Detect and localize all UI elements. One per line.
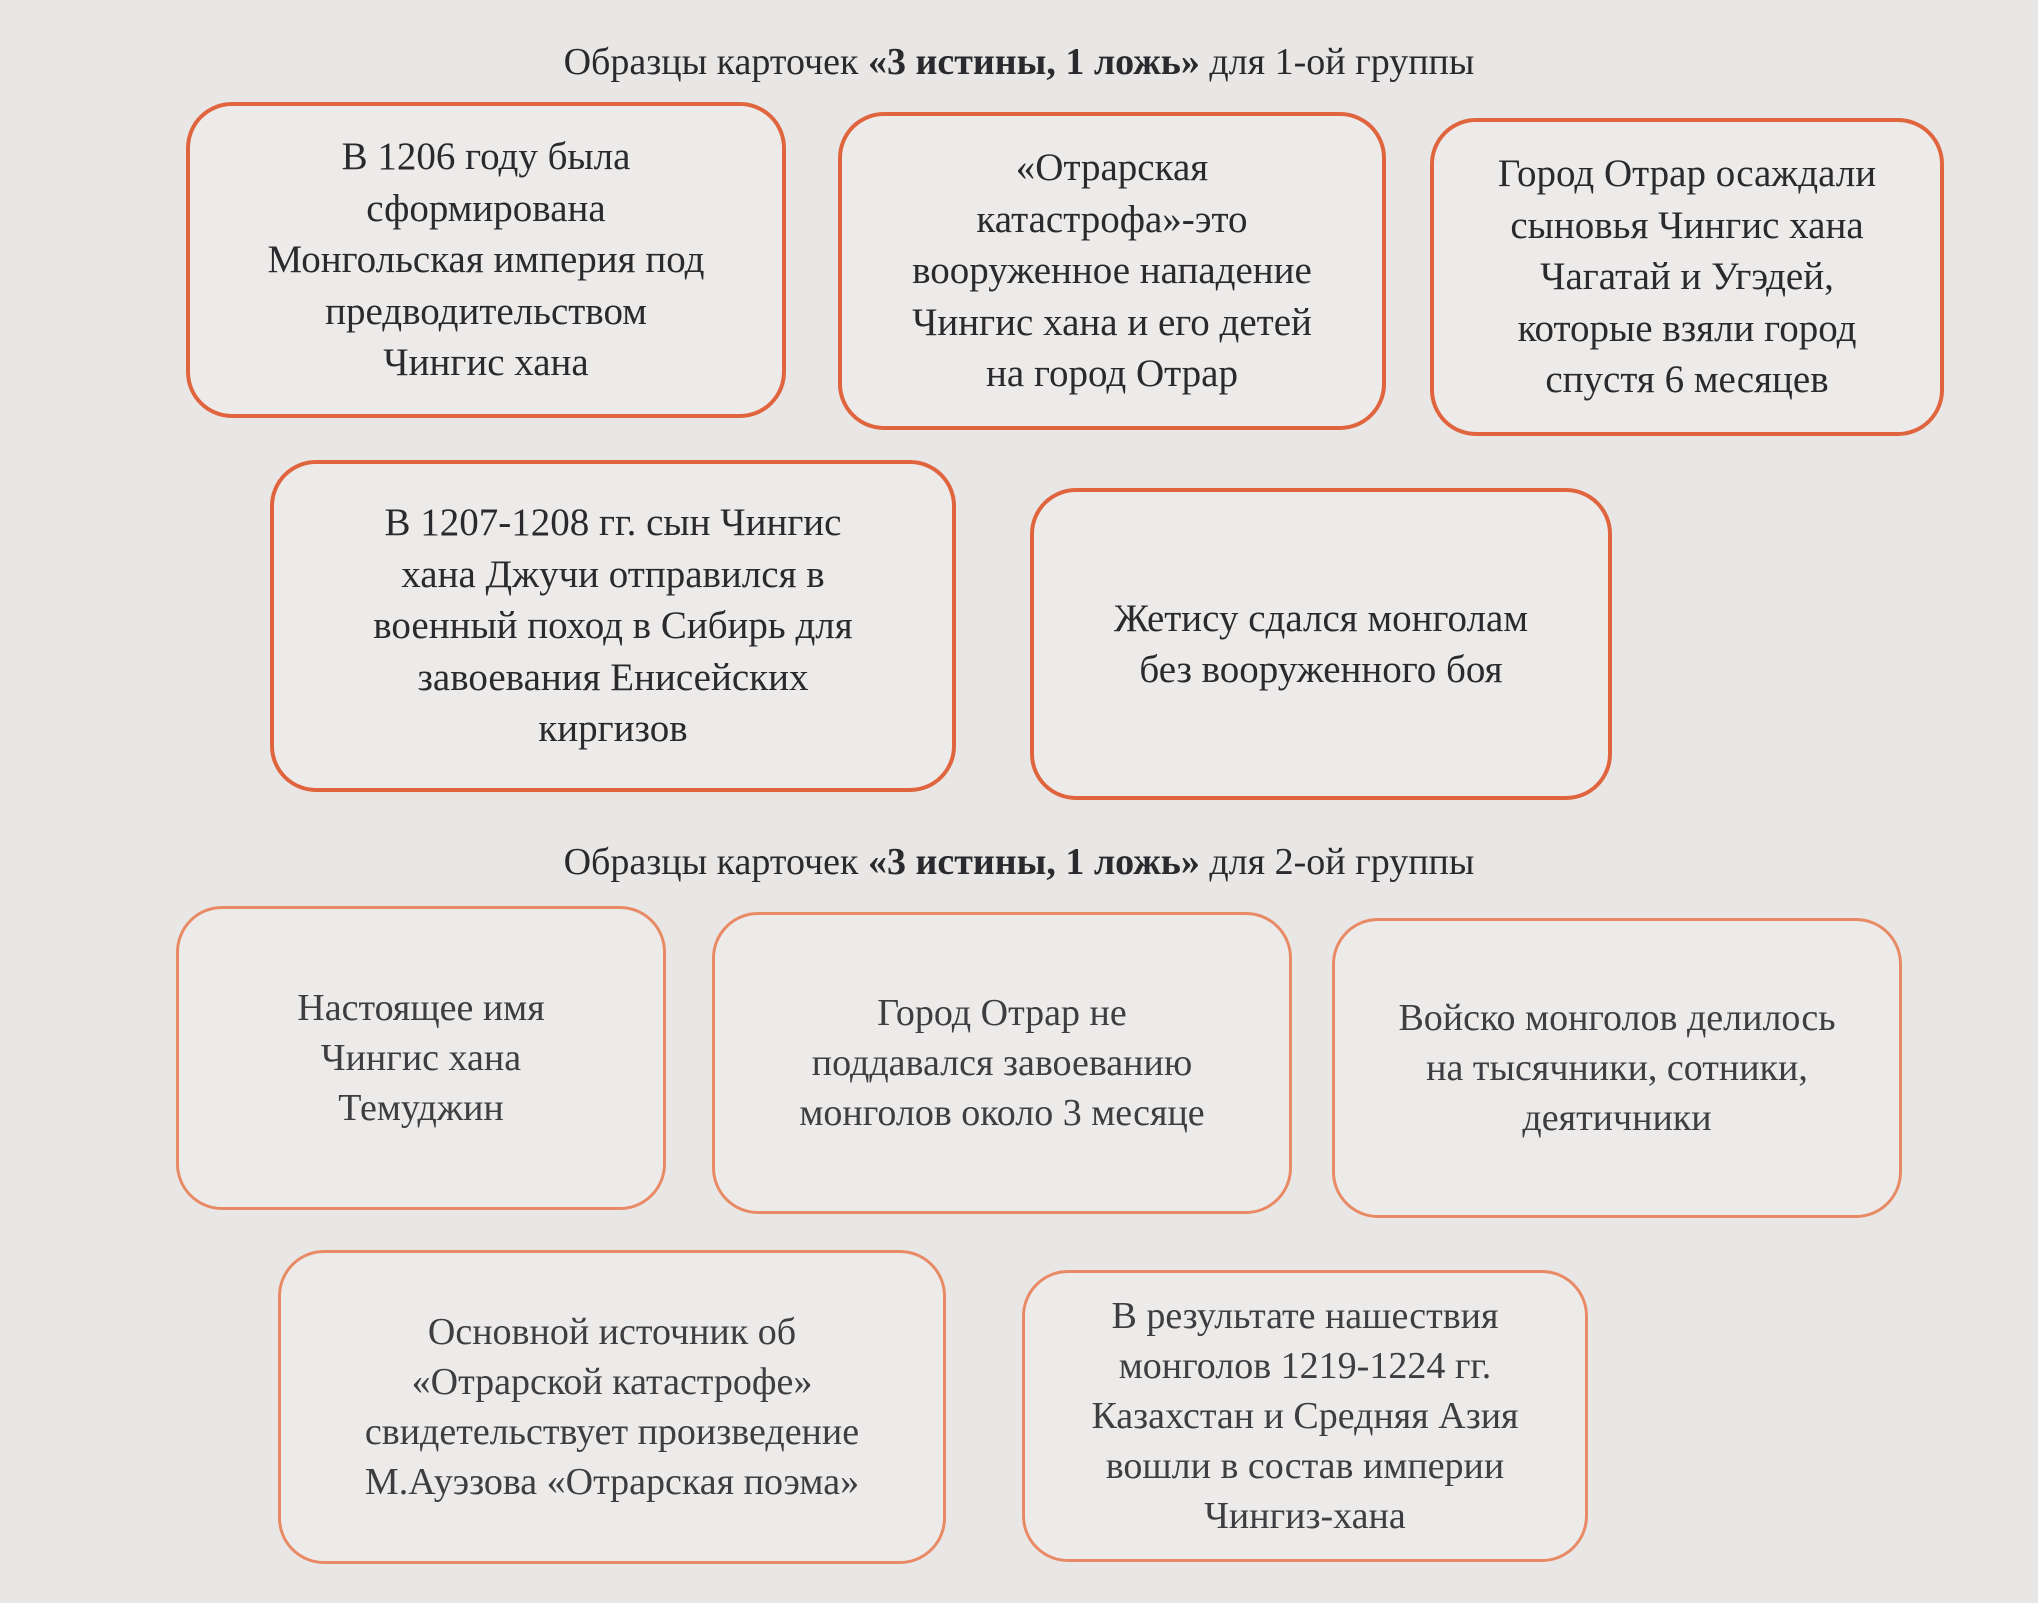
group2-heading [0, 840, 2038, 886]
group1-heading-suffix: для 1-ой группы [1199, 41, 1475, 83]
group2-card-2-text: Город Отрар не поддавался завоеванию монголов около 3 месяце [799, 991, 1205, 1135]
group2-card-3 [1332, 918, 1902, 1218]
group2-card-1-text: Настоящее имя Чингис хана Темуджин [297, 986, 545, 1130]
group1-card-1-text: В 1206 году была сформирована Монгольская империя под предводительством Чингис хана [267, 135, 705, 385]
group2-card-3-text: Войско монголов делилось на тысячники, сотники, деятичники [1398, 996, 1836, 1140]
group1-card-2 [838, 112, 1386, 430]
group2-card-5 [1022, 1270, 1588, 1562]
group1-card-2-text: «Отрарская катастрофа»-это вооруженное нападение Чингис хана и его детей на город Отрар [912, 146, 1312, 396]
group2-heading-bold: «3 истины, 1 ложь» [867, 841, 1200, 883]
group2-card-5-text: В результате нашествия монголов 1219-1224 гг. Казахстан и Средняя Азия вошли в состав империи Чингиз-хана [1091, 1294, 1519, 1538]
group2-heading-prefix: Образцы карточек [563, 841, 868, 883]
group2-card-4 [278, 1250, 946, 1564]
group1-card-5 [1030, 488, 1612, 800]
group1-card-1 [186, 102, 786, 418]
group1-heading-prefix: Образцы карточек [563, 41, 868, 83]
group1-heading [0, 40, 2038, 86]
group1-card-3 [1430, 118, 1944, 436]
group1-card-5-text: Жетису сдался монголам без вооруженного боя [1113, 596, 1528, 691]
group2-heading-suffix: для 2-ой группы [1199, 841, 1475, 883]
group1-card-4-text: В 1207-1208 гг. сын Чингис хана Джучи отправился в военный поход в Сибирь для завоевания Енисейских киргизов [373, 501, 853, 751]
group2-card-1 [176, 906, 666, 1210]
group1-card-4 [270, 460, 956, 792]
group2-card-4-text: Основной источник об «Отрарской катастрофе» свидетельствует произведение М.Ауэзова «Отрарская поэма» [364, 1310, 860, 1504]
group2-card-2 [712, 912, 1292, 1214]
group1-heading-bold: «3 истины, 1 ложь» [867, 41, 1200, 83]
group1-card-3-text: Город Отрар осаждали сыновья Чингис хана Чагатай и Угэдей, которые взяли город спустя 6 месяцев [1497, 152, 1877, 402]
